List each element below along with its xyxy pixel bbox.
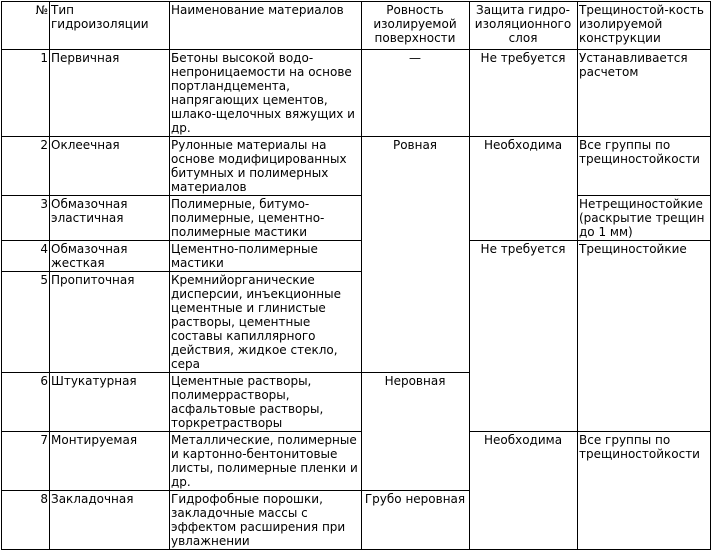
- row-type: Монтируемая: [50, 432, 170, 491]
- row-type: Штукатурная: [50, 373, 170, 432]
- table-row: [2, 137, 711, 196]
- row-materials: Бетоны высокой водо-непроницаемости на основе портландцемента, напрягающих цементов, шлако-щелочных вяжущих и др.: [170, 50, 362, 137]
- row-type: Закладочная: [50, 491, 170, 550]
- row-num: 7: [2, 432, 50, 491]
- crack-cell: Все группы по трещиностойкости: [578, 137, 711, 196]
- row-materials: Рулонные материалы на основе модифицированных битумных и полимерных материалов: [170, 137, 362, 196]
- header-row: [2, 2, 711, 50]
- evenness-cell: Неровная: [362, 373, 470, 491]
- evenness-cell: Грубо неровная: [362, 491, 470, 550]
- row-num: 5: [2, 272, 50, 373]
- header-evenness: Ровность изолируемой поверхности: [362, 2, 470, 50]
- header-protection: Защита гидро-изоляционного слоя: [470, 2, 578, 50]
- header-type: Тип гидроизоляции: [50, 2, 170, 50]
- row-num: 4: [2, 241, 50, 272]
- row-materials: Кремнийорганические дисперсии, инъекционные цементные и глинистые растворы, цементные составы капиллярного действия, жидкое стекло, сера: [170, 272, 362, 373]
- crack-cell: Нетрещиностойкие (раскрытие трещин до 1 мм): [578, 196, 711, 241]
- row-materials: Цементно-полимерные мастики: [170, 241, 362, 272]
- row-num: 1: [2, 50, 50, 137]
- protection-cell: Необходима: [470, 137, 578, 241]
- row-materials: Гидрофобные порошки, закладочные массы с эффектом расширения при увлажнении: [170, 491, 362, 550]
- header-materials: Наименование материалов: [170, 2, 362, 50]
- table-row: [2, 241, 711, 272]
- crack-cell: Устанавливается расчетом: [578, 50, 711, 137]
- row-num: 2: [2, 137, 50, 196]
- row-type: Обмазочная эластичная: [50, 196, 170, 241]
- crack-cell: Трещиностойкие: [578, 241, 711, 432]
- crack-cell: Все группы по трещиностойкости: [578, 432, 711, 550]
- protection-cell: Необходима: [470, 432, 578, 550]
- row-type: Оклеечная: [50, 137, 170, 196]
- row-num: 8: [2, 491, 50, 550]
- table-row: [2, 50, 711, 137]
- evenness-cell: Ровная: [362, 137, 470, 373]
- waterproofing-table: [1, 1, 711, 550]
- protection-cell: Не требуется: [470, 50, 578, 137]
- row-num: 6: [2, 373, 50, 432]
- row-materials: Металлические, полимерные и картонно-бентонитовые листы, полимерные пленки и др.: [170, 432, 362, 491]
- row-materials: Полимерные, битумо-полимерные, цементно-полимерные мастики: [170, 196, 362, 241]
- row-materials: Цементные растворы, полимеррастворы, асфальтовые растворы, торкретрастворы: [170, 373, 362, 432]
- table-row: [2, 432, 711, 491]
- row-type: Пропиточная: [50, 272, 170, 373]
- row-type: Первичная: [50, 50, 170, 137]
- row-type: Обмазочная жесткая: [50, 241, 170, 272]
- row-num: 3: [2, 196, 50, 241]
- header-num: №: [2, 2, 50, 50]
- header-crack-resistance: Трещиностой-кость изолируемой конструкции: [578, 2, 711, 50]
- table-row: [2, 196, 711, 241]
- protection-cell: Не требуется: [470, 241, 578, 432]
- evenness-cell: —: [362, 50, 470, 137]
